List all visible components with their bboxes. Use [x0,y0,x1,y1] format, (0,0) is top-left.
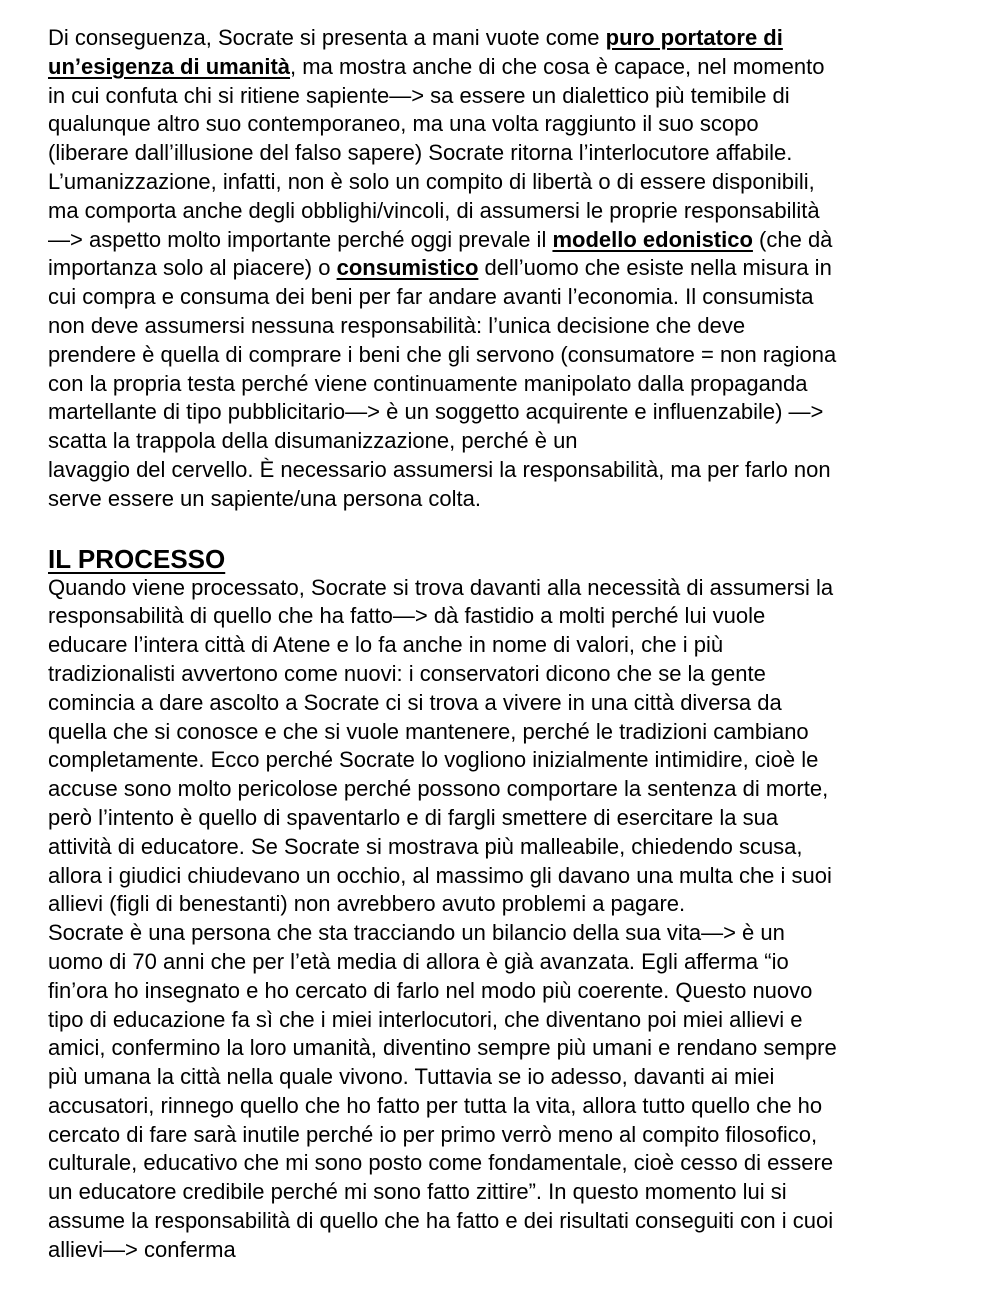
text-line [48,197,958,226]
section-heading-il-processo: IL PROCESSO [48,543,226,574]
text-run: assume la responsabilità di quello che ha fatto e dei risultati conseguiti con i cuoi [48,1208,834,1234]
text-line [48,53,958,82]
text-line [48,139,958,168]
text-line [48,862,958,891]
text-run: amici, confermino la loro umanità, diventino sempre più umani e rendano sempre [48,1035,837,1061]
text-line [48,456,958,485]
text-line [48,427,958,456]
text-line [48,890,958,919]
text-line [48,110,958,139]
text-run: educare l’intera città di Atene e lo fa anche in nome di valori, che i più [48,632,724,658]
text-run: allora i giudici chiudevano un occhio, al massimo gli davano una multa che i suoi [48,862,832,888]
text-run: Quando viene processato, Socrate si trova davanti alla necessità di assumersi la [48,574,834,600]
text-line [48,485,958,514]
text-run: dell’uomo che esiste nella misura in [478,255,832,281]
text-line [48,226,958,255]
text-line [48,24,958,53]
text-line [48,1149,958,1178]
text-run: allievi (figli di benestanti) non avrebbero avuto problemi a pagare. [48,891,686,917]
text-line [48,1236,958,1265]
text-run: tipo di educazione fa sì che i miei interlocutori, che diventano poi miei allievi e [48,1006,803,1032]
text-run: responsabilità di quello che ha fatto—> dà fastidio a molti perché lui vuole [48,603,766,629]
emphasized-text: puro portatore di [605,25,783,50]
text-line [48,689,958,718]
text-line [48,775,958,804]
text-run: fin’ora ho insegnato e ho cercato di farlo nel modo più coerente. Questo nuovo [48,977,813,1003]
text-line [48,631,958,660]
text-run: accuse sono molto pericolose perché possono comportare la sentenza di morte, [48,776,829,802]
text-run: più umana la città nella quale vivono. Tuttavia se io adesso, davanti ai miei [48,1064,775,1090]
text-run: scatta la trappola della disumanizzazione, perché è un [48,428,578,454]
text-line [48,1121,958,1150]
text-run: comincia a dare ascolto a Socrate ci si trova a vivere in una città diversa da [48,689,782,715]
text-run: (che dà [752,226,833,252]
text-run: in cui confuta chi si ritiene sapiente—> sa essere un dialettico più temibile di [48,82,790,108]
text-run: lavaggio del cervello. È necessario assumersi la responsabilità, ma per farlo non [48,456,831,482]
text-run: Socrate è una persona che sta tracciando un bilancio della sua vita—> è un [48,920,785,946]
text-run: allievi—> conferma [48,1236,236,1262]
text-run: con la propria testa perché viene continuamente manipolato dalla propaganda [48,370,808,396]
text-line [48,168,958,197]
text-run: (liberare dall’illusione del falso sapere) Socrate ritorna l’interlocutore affabile. [48,140,793,166]
text-run: completamente. Ecco perché Socrate lo vogliono inizialmente intimidire, cioè le [48,747,819,773]
text-line [48,919,958,948]
text-run: un educatore credibile perché mi sono fatto zittire”. In questo momento lui si [48,1179,787,1205]
text-run: cercato di fare sarà inutile perché io per primo verrò meno al compito filosofico, [48,1121,818,1147]
text-run: —> aspetto molto importante perché oggi prevale il [48,226,553,252]
paragraph-il-processo [48,574,958,1265]
text-line [48,341,958,370]
text-line [48,283,958,312]
text-run: non deve assumersi nessuna responsabilità: l’unica decisione che deve [48,312,746,338]
text-run: attività di educatore. Se Socrate si mostrava più malleabile, chiedendo scusa, [48,833,803,859]
text-line [48,1034,958,1063]
text-line [48,718,958,747]
text-run: L’umanizzazione, infatti, non è solo un compito di libertà o di essere disponibili, [48,168,815,194]
paragraph-consumismo [48,24,958,514]
text-line [48,312,958,341]
text-line [48,602,958,631]
text-line [48,1006,958,1035]
text-line [48,398,958,427]
text-run: serve essere un sapiente/una persona colta. [48,485,481,511]
text-line [48,948,958,977]
text-run: Di conseguenza, Socrate si presenta a mani vuote come [48,25,606,50]
emphasized-text: un’esigenza di umanità [48,53,291,79]
text-run: culturale, educativo che mi sono posto come fondamentale, cioè cesso di essere [48,1150,834,1176]
text-line [48,82,958,111]
text-line [48,833,958,862]
text-line [48,1063,958,1092]
text-run: martellante di tipo pubblicitario—> è un soggetto acquirente e influenzabile) —> [48,399,824,425]
text-run: qualunque altro suo contemporaneo, ma una volta raggiunto il suo scopo [48,111,759,137]
emphasized-text: consumistico [336,255,479,281]
text-run: uomo di 70 anni che per l’età media di allora è già avanzata. Egli afferma “io [48,948,789,974]
text-run: , ma mostra anche di che cosa è capace, nel momento [290,53,825,79]
document-page [48,24,958,1265]
text-run: prendere è quella di comprare i beni che gli servono (consumatore = non ragiona [48,341,837,367]
text-line [48,370,958,399]
text-run: accusatori, rinnego quello che ho fatto per tutta la vita, allora tutto quello che ho [48,1092,823,1118]
emphasized-text: modello edonistico [552,226,753,252]
text-line [48,254,958,283]
text-line [48,574,958,603]
text-line [48,746,958,775]
text-line [48,1178,958,1207]
text-run: cui compra e consuma dei beni per far andare avanti l’economia. Il consumista [48,284,814,310]
text-run: tradizionalisti avvertono come nuovi: i conservatori dicono che se la gente [48,660,766,686]
text-line [48,977,958,1006]
text-line [48,1207,958,1236]
text-line [48,660,958,689]
text-run: però l’intento è quello di spaventarlo e di fargli smettere di esercitare la sua [48,804,779,830]
text-run: quella che si conosce e che si vuole mantenere, perché le tradizioni cambiano [48,718,809,744]
text-run: importanza solo al piacere) o [48,255,337,281]
text-line [48,804,958,833]
text-run: ma comporta anche degli obblighi/vincoli, di assumersi le proprie responsabilità [48,197,820,223]
text-line [48,1092,958,1121]
